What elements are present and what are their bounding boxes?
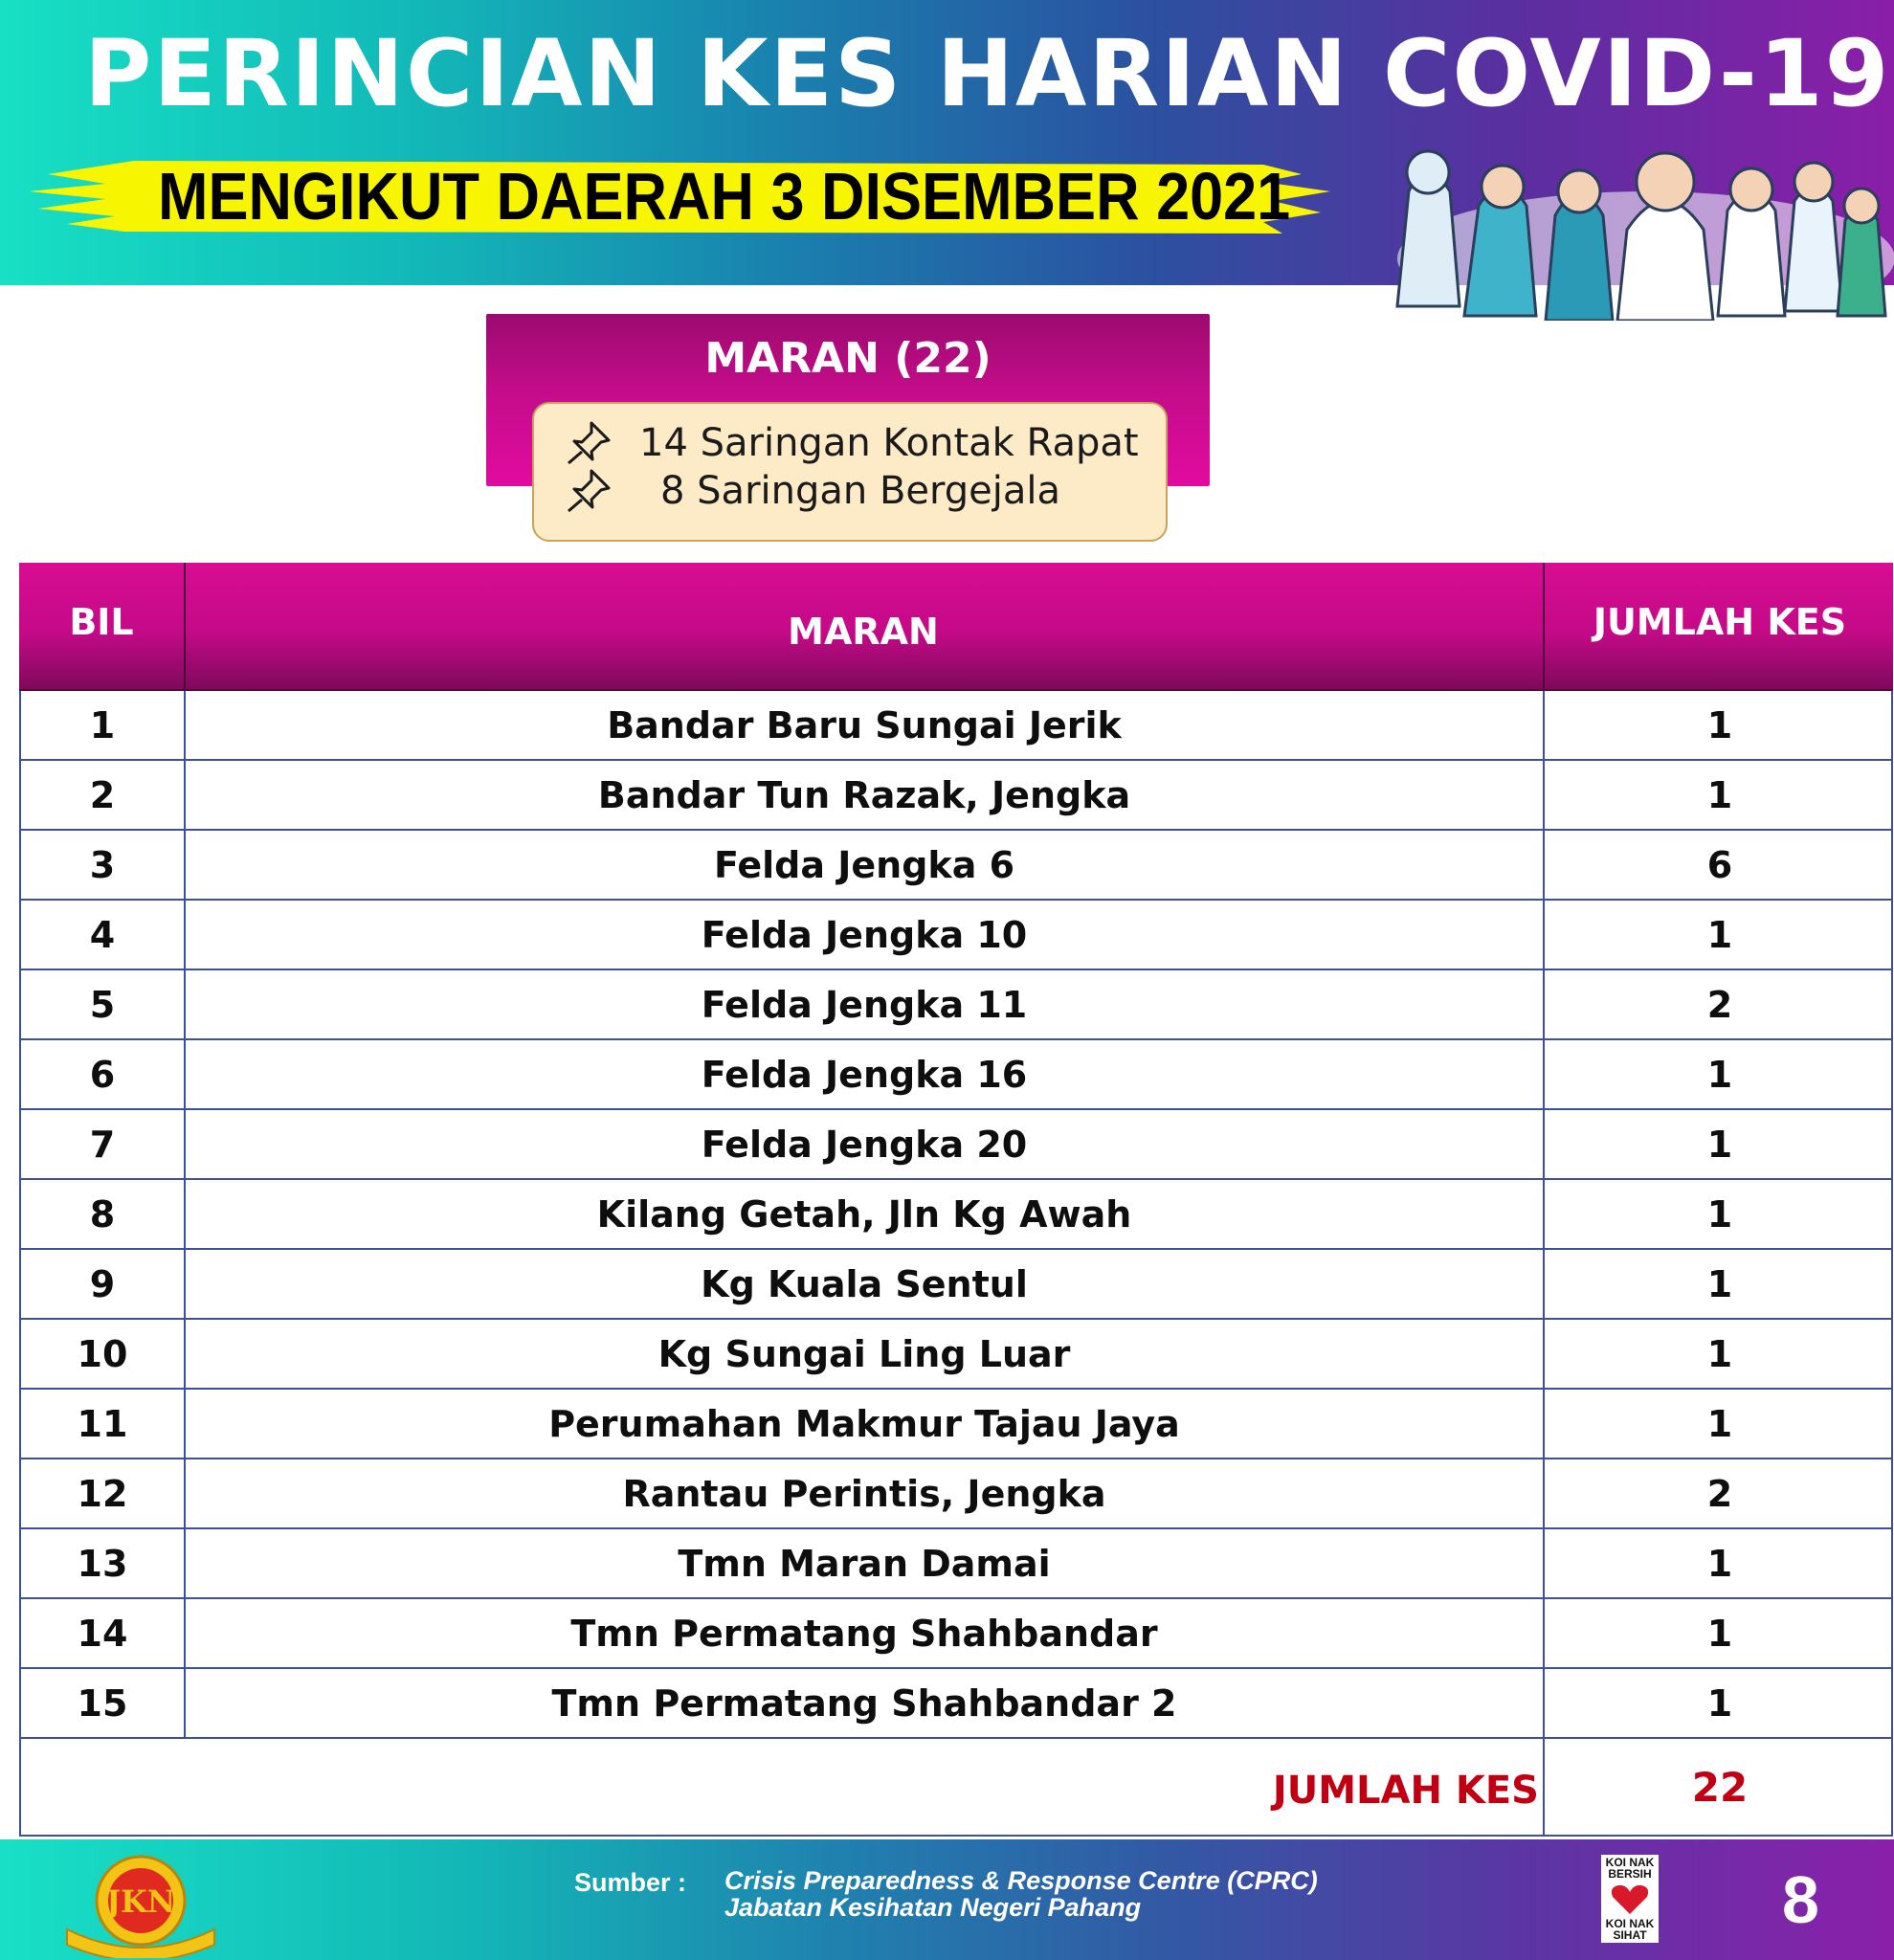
screening-text: 8 Saringan Bergejala: [660, 469, 1060, 513]
cell-place: Tmn Permatang Shahbandar: [570, 1612, 1158, 1655]
total-label: JUMLAH KES: [1272, 1769, 1539, 1813]
screening-text: 14 Saringan Kontak Rapat: [639, 421, 1139, 465]
cell-place: Felda Jengka 10: [701, 913, 1028, 956]
cell-cases: 1: [1543, 1180, 1894, 1248]
cell-bil: 11: [21, 1390, 186, 1458]
cell-bil: 4: [21, 901, 186, 969]
table-row: [19, 1599, 1893, 1669]
koi-badge: [1601, 1855, 1659, 1943]
badge-top-text: KOI NAK BERSIH: [1605, 1856, 1655, 1881]
heart-icon: [1609, 1883, 1651, 1916]
cell-place: Tmn Maran Damai: [678, 1542, 1051, 1585]
cell-bil: 14: [21, 1599, 186, 1667]
screening-card: [532, 402, 1168, 542]
header-banner: [0, 0, 1894, 285]
cell-place: Felda Jengka 6: [713, 843, 1015, 886]
healthcare-workers-illustration: [1359, 115, 1894, 321]
cell-bil: 15: [21, 1669, 186, 1737]
cell-place: Kg Kuala Sentul: [701, 1262, 1028, 1305]
cell-bil: 1: [21, 691, 186, 759]
cell-cases: 1: [1543, 1250, 1894, 1318]
page-title: PERINCIAN KES HARIAN COVID-19: [84, 20, 1891, 127]
table-row: [19, 1459, 1893, 1529]
cell-place: Felda Jengka 16: [701, 1053, 1028, 1096]
table-row: [19, 901, 1893, 970]
total-row: [19, 1739, 1893, 1837]
cell-place: Felda Jengka 11: [701, 983, 1028, 1026]
cell-cases: 1: [1543, 901, 1894, 969]
cell-bil: 9: [21, 1250, 186, 1318]
source-line-2: Jabatan Kesihatan Negeri Pahang: [724, 1893, 1142, 1922]
table-row: [19, 1110, 1893, 1180]
cell-cases: 1: [1543, 1040, 1894, 1108]
table-row: [19, 1320, 1893, 1390]
cell-cases: 1: [1543, 1529, 1894, 1597]
cell-bil: 13: [21, 1529, 186, 1597]
pushpin-icon: [563, 467, 614, 515]
table-row: [19, 970, 1893, 1040]
cell-place: Rantau Perintis, Jengka: [622, 1472, 1106, 1515]
cell-bil: 10: [21, 1320, 186, 1388]
cell-cases: 1: [1543, 1599, 1894, 1667]
table-row: [19, 761, 1893, 831]
cell-cases: 1: [1543, 1320, 1894, 1388]
cell-bil: 6: [21, 1040, 186, 1108]
total-value: 22: [1543, 1739, 1894, 1835]
cell-place: Felda Jengka 20: [701, 1123, 1028, 1166]
cell-cases: 1: [1543, 1390, 1894, 1458]
table-row: [19, 831, 1893, 901]
cell-bil: 12: [21, 1459, 186, 1527]
page-number: 8: [1782, 1862, 1819, 1937]
cell-cases: 1: [1543, 1110, 1894, 1178]
page-subtitle: MENGIKUT DAERAH 3 DISEMBER 2021: [158, 159, 1291, 234]
cell-bil: 2: [21, 761, 186, 829]
cell-place: Kilang Getah, Jln Kg Awah: [596, 1192, 1132, 1236]
cell-bil: 3: [21, 831, 186, 899]
table-row: [19, 1180, 1893, 1250]
cell-bil: 8: [21, 1180, 186, 1248]
footer-bar: [0, 1839, 1894, 1960]
table-row: [19, 1669, 1893, 1739]
column-header-place: MARAN: [788, 611, 939, 653]
table-row: [19, 1390, 1893, 1459]
cell-place: Tmn Permatang Shahbandar 2: [551, 1682, 1177, 1725]
table-row: [19, 691, 1893, 761]
cell-place: Bandar Baru Sungai Jerik: [607, 703, 1122, 746]
badge-bottom-text: KOI NAK SIHAT: [1605, 1917, 1655, 1942]
source-line-1: Crisis Preparedness & Response Centre (CPRC): [724, 1866, 1318, 1895]
column-header-cases: JUMLAH KES: [1543, 563, 1894, 689]
cell-place: Perumahan Makmur Tajau Jaya: [548, 1402, 1180, 1445]
cell-cases: 1: [1543, 761, 1894, 829]
jkn-logo: [59, 1853, 222, 1958]
table-header: [19, 563, 1893, 691]
table-row: [19, 1040, 1893, 1110]
column-header-bil: BIL: [19, 563, 186, 689]
pushpin-icon: [563, 419, 614, 467]
district-title: MARAN (22): [704, 334, 992, 383]
cell-bil: 7: [21, 1110, 186, 1178]
table-row: [19, 1250, 1893, 1320]
cell-place: Bandar Tun Razak, Jengka: [597, 773, 1131, 816]
cell-cases: 1: [1543, 1669, 1894, 1737]
table-row: [19, 1529, 1893, 1599]
cell-bil: 5: [21, 970, 186, 1038]
cell-cases: 2: [1543, 1459, 1894, 1527]
source-label: Sumber :: [574, 1868, 687, 1897]
cases-table: [19, 563, 1893, 1837]
cell-place: Kg Sungai Ling Luar: [657, 1332, 1071, 1375]
cell-cases: 6: [1543, 831, 1894, 899]
screening-item: [563, 419, 1139, 467]
cell-cases: 2: [1543, 970, 1894, 1038]
cell-cases: 1: [1543, 691, 1894, 759]
jkn-logo-text: JKN: [105, 1883, 176, 1920]
screening-item: [563, 467, 1060, 515]
